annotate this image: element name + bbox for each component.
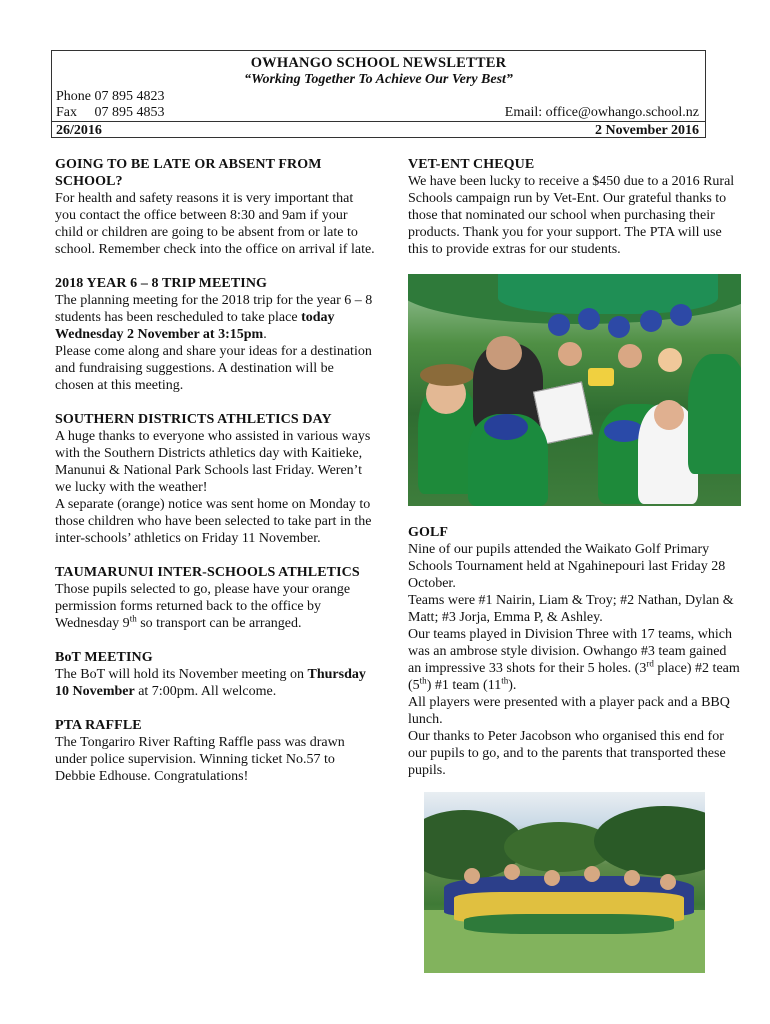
article-pta-raffle xyxy=(55,717,375,785)
phone-number: Phone 07 895 4823 xyxy=(56,89,165,104)
header-divider xyxy=(52,121,705,122)
article-body: Those pupils selected to go, please have your orange permission forms returned back to the office by Wednesday 9th so transport can be arranged. xyxy=(55,582,351,631)
article-heading: TAUMARUNUI INTER-SCHOOLS ATHLETICS xyxy=(55,565,360,580)
article-body: A separate (orange) notice was sent home on Monday to those children who have been selected to take part in the inter-schools’ athletics on Friday 11 November. xyxy=(55,497,372,546)
article-trip-meeting xyxy=(55,275,375,394)
issue-number: 26/2016 xyxy=(56,123,102,138)
article-athletics-day xyxy=(55,411,375,547)
article-body: All players were presented with a player pack and a BBQ lunch. xyxy=(408,695,730,727)
article-heading: VET-ENT CHEQUE xyxy=(408,157,535,172)
vetent-cheque-photo xyxy=(408,274,741,506)
article-heading: 2018 YEAR 6 – 8 TRIP MEETING xyxy=(55,276,268,291)
masthead-box xyxy=(51,50,706,138)
article-vetent-cheque xyxy=(408,156,743,258)
meeting-date: Thursday 10 November xyxy=(55,667,366,699)
article-body: Our thanks to Peter Jacobson who organised this end for our pupils to go, and to the parents that transported these pupils. xyxy=(408,729,726,778)
issue-date: 2 November 2016 xyxy=(595,123,699,138)
article-heading: GOLF xyxy=(408,525,449,540)
article-heading: BoT MEETING xyxy=(55,650,153,665)
article-body: The Tongariro River Rafting Raffle pass was drawn under police supervision. Winning ticket No.57 to Debbie Edhouse. Congratulations! xyxy=(55,735,345,784)
article-body: Teams were #1 Nairin, Liam & Troy; #2 Nathan, Dylan & Matt; #3 Jorja, Emma P, & Ashley. xyxy=(408,593,734,625)
article-body: The BoT will hold its November meeting on Thursday 10 November at 7:00pm. All welcome. xyxy=(55,667,366,699)
meeting-time: today Wednesday 2 November at 3:15pm xyxy=(55,310,335,342)
fax-number: Fax 07 895 4853 xyxy=(56,105,165,120)
article-body: For health and safety reasons it is very important that you contact the office between 8:30 and 9am if your child or children are going to be absent from or late to school. Remember check into the office on arrival if late. xyxy=(55,191,375,257)
newsletter-title: OWHANGO SCHOOL NEWSLETTER xyxy=(250,55,507,71)
article-late-absent xyxy=(55,156,375,258)
newsletter-motto: “Working Together To Achieve Our Very Best” xyxy=(244,72,513,87)
golf-team-photo xyxy=(424,792,705,973)
article-heading: PTA RAFFLE xyxy=(55,718,142,733)
article-heading: GOING TO BE LATE OR ABSENT FROM SCHOOL? xyxy=(55,157,322,189)
article-golf xyxy=(408,524,743,779)
right-column-lower xyxy=(408,524,743,779)
article-inter-schools xyxy=(55,564,375,632)
article-bot-meeting xyxy=(55,649,375,700)
article-heading: SOUTHERN DISTRICTS ATHLETICS DAY xyxy=(55,412,332,427)
article-body: Please come along and share your ideas for a destination and fundraising suggestions. A destination will be chosen at this meeting. xyxy=(55,344,372,393)
article-body: Our teams played in Division Three with 17 teams, which was an ambrose style division. Owhango #3 team gained an impressive 33 shots for their 5 holes. (3rd place) #2 team (5th) #1 team (11th). xyxy=(408,627,740,693)
article-body: Nine of our pupils attended the Waikato Golf Primary Schools Tournament held at Ngahinepouri last Friday 28 October. xyxy=(408,542,726,591)
right-column xyxy=(408,156,743,258)
article-body: We have been lucky to receive a $450 due to a 2016 Rural Schools campaign run by Vet-Ent. Our grateful thanks to those that nominated our school when purchasing their products. Thank you for your support. The PTA will use this to provide extras for our students. xyxy=(408,174,735,257)
article-body: The planning meeting for the 2018 trip for the year 6 – 8 students has been rescheduled to take place today Wednesday 2 November at 3:15pm. xyxy=(55,293,373,342)
email-address: Email: office@owhango.school.nz xyxy=(504,105,699,120)
left-column xyxy=(55,156,375,785)
article-body: A huge thanks to everyone who assisted in various ways with the Southern Districts athletics day with Kaitieke, Manunui & National Park Schools last Friday. Weren’t we lucky with the weather! xyxy=(55,429,371,495)
